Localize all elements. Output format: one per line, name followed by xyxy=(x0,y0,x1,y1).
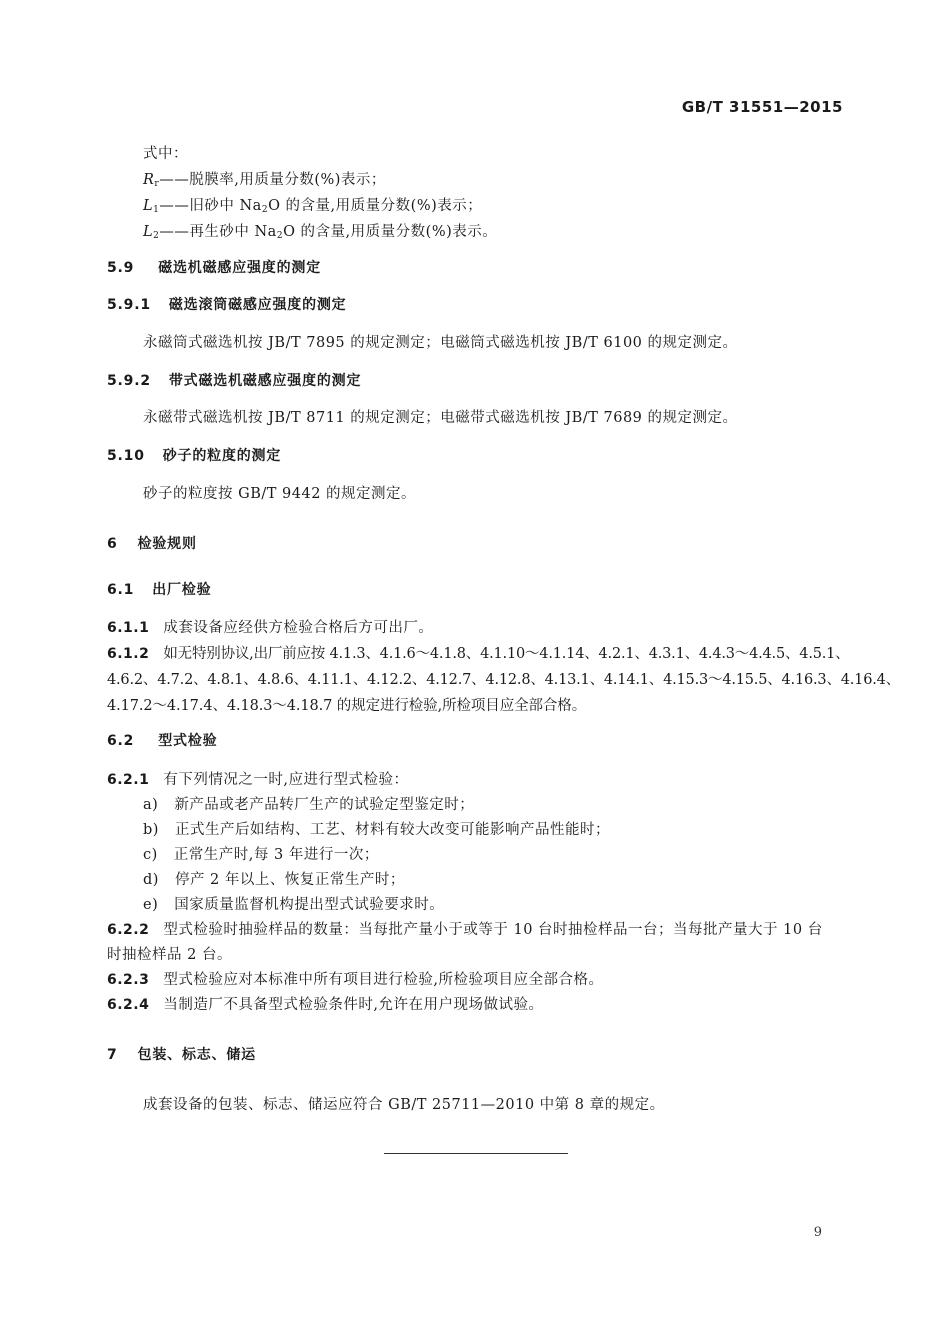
standard-code-header: GB/T 31551—2015 xyxy=(681,98,843,116)
clause-6-1-1: 6.1.1 成套设备应经供方检验合格后方可出厂。 xyxy=(107,620,434,636)
list-item: e) 国家质量监督机构提出型式试验要求时。 xyxy=(143,897,445,913)
list-item: a) 新产品或老产品转厂生产的试验定型鉴定时； xyxy=(143,797,475,813)
formula-legend-intro: 式中： xyxy=(143,146,188,162)
chapter-body-7: 成套设备的包装、标志、储运应符合 GB/T 25711—2010 中第 8 章的规定。 xyxy=(143,1097,665,1113)
end-rule xyxy=(384,1153,568,1154)
chapter-heading-7: 7 包装、标志、储运 xyxy=(107,1047,256,1063)
list-item: c) 正常生产时,每 3 年进行一次； xyxy=(143,847,379,863)
list-item: d) 停产 2 年以上、恢复正常生产时； xyxy=(143,872,405,888)
section-heading-5-9-2: 5.9.2 带式磁选机磁感应强度的测定 xyxy=(107,373,362,389)
section-body-5-9-2: 永磁带式磁选机按 JB/T 8711 的规定测定；电磁带式磁选机按 JB/T 7689 的规定测定。 xyxy=(143,410,738,426)
clause-6-1-2-line3: 4.17.2～4.17.4、4.18.3～4.18.7 的规定进行检验,所检项目应全部合格。 xyxy=(107,698,587,714)
list-item: b) 正式生产后如结构、工艺、材料有较大改变可能影响产品性能时； xyxy=(143,822,610,838)
clause-6-2-1: 6.2.1 有下列情况之一时,应进行型式检验： xyxy=(107,772,409,788)
section-body-5-10: 砂子的粒度按 GB/T 9442 的规定测定。 xyxy=(143,486,417,502)
chapter-heading-6: 6 检验规则 xyxy=(107,536,197,552)
formula-legend-item: $L_2——$再生砂中 $Na_2O$ 的含量,用质量分数(%)表示。 xyxy=(143,224,498,241)
section-heading-6-1: 6.1 出厂检验 xyxy=(107,582,212,598)
clause-6-2-2-line2: 时抽检样品 2 台。 xyxy=(107,947,232,963)
clause-6-1-2-line1: 6.1.2 如无特别协议,出厂前应按 4.1.3、4.1.6～4.1.8、4.1.10～4.1.14、4.2.1、4.3.1、4.4.3～4.4.5、4.5.1、 xyxy=(107,646,850,662)
clause-6-2-4: 6.2.4 当制造厂不具备型式检验条件时,允许在用户现场做试验。 xyxy=(107,997,544,1013)
page-number: 9 xyxy=(813,1225,822,1240)
clause-6-1-2-line2: 4.6.2、4.7.2、4.8.1、4.8.6、4.11.1、4.12.2、4.12.7、4.12.8、4.13.1、4.14.1、4.15.3～4.15.5、4.16.3、4.16.4、 xyxy=(107,672,900,688)
section-heading-5-9-1: 5.9.1 磁选滚筒磁感应强度的测定 xyxy=(107,297,347,313)
section-heading-5-10: 5.10 砂子的粒度的测定 xyxy=(107,448,282,464)
section-heading-6-2: 6.2 型式检验 xyxy=(107,733,218,749)
section-heading-5-9: 5.9 磁选机磁感应强度的测定 xyxy=(107,260,322,276)
clause-6-2-2-line1: 6.2.2 型式检验时抽验样品的数量：当每批产量小于或等于 10 台时抽检样品一台；当每批产量大于 10 台 xyxy=(107,922,823,938)
formula-legend-item: $R_r——$脱膜率,用质量分数(%)表示； xyxy=(143,172,386,189)
clause-6-2-3: 6.2.3 型式检验应对本标准中所有项目进行检验,所检验项目应全部合格。 xyxy=(107,972,604,988)
section-body-5-9-1: 永磁筒式磁选机按 JB/T 7895 的规定测定；电磁筒式磁选机按 JB/T 6100 的规定测定。 xyxy=(143,335,738,351)
formula-legend-item: $L_1——$旧砂中 $Na_2O$ 的含量,用质量分数(%)表示； xyxy=(143,198,483,215)
